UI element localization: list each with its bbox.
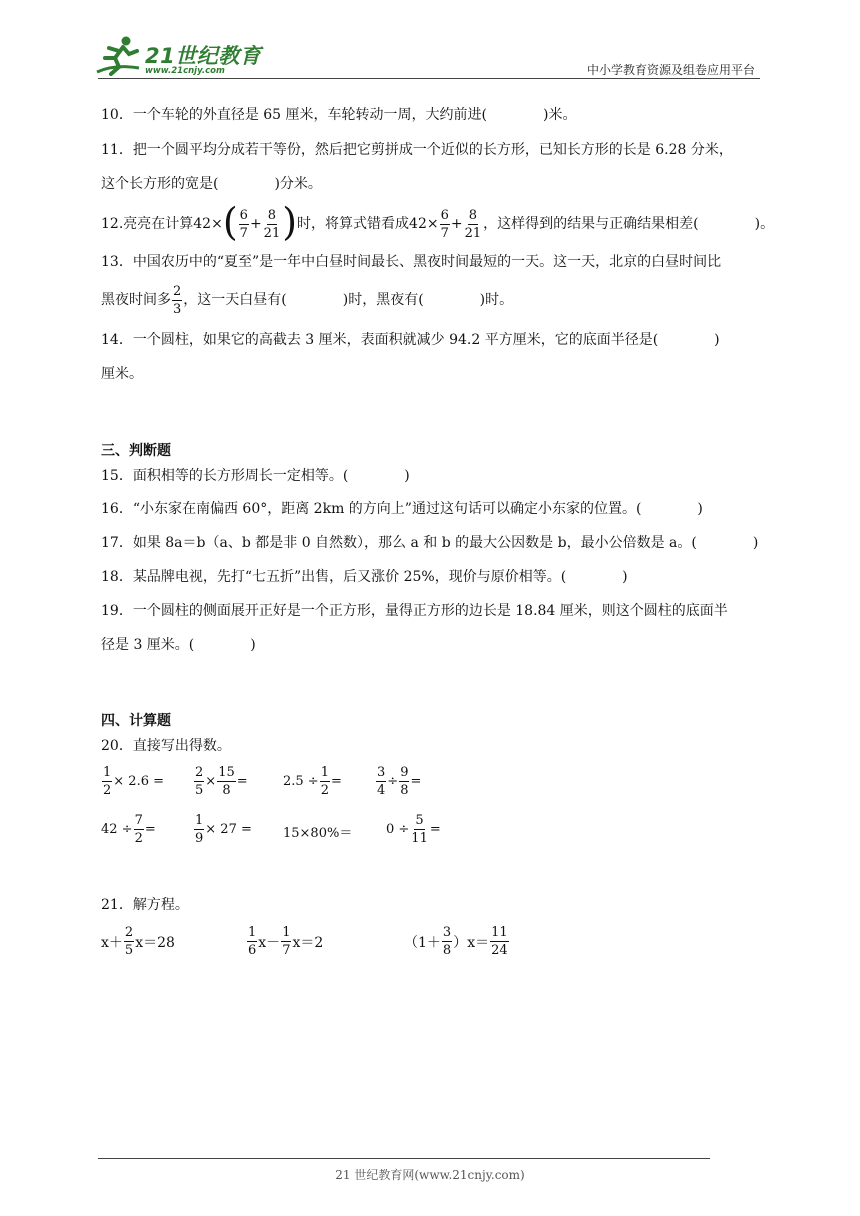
numerator: 2 xyxy=(124,925,134,940)
question-17: 17．如果 8a＝b（a、b 都是非 0 自然数），那么 a 和 b 的最大公因数是 b，最小公倍数是 a。( ) xyxy=(101,535,759,551)
fraction xyxy=(281,926,291,957)
calc-item-6 xyxy=(193,814,252,845)
numerator: 2 xyxy=(195,765,204,780)
platform-title: 中小学教育资源及组卷应用平台 xyxy=(586,63,755,77)
operator: × xyxy=(211,216,223,232)
denominator: 2 xyxy=(103,783,112,798)
q12-text-mid: 时，将算式错看成 xyxy=(297,216,410,232)
calc-text: x＝2 xyxy=(292,934,324,951)
calc-item-3 xyxy=(283,766,342,797)
calc-text: 0 ÷ xyxy=(386,822,410,837)
denominator: 5 xyxy=(195,783,204,798)
site-logo xyxy=(95,34,265,82)
fraction xyxy=(320,766,330,797)
calc-item-1 xyxy=(101,766,164,797)
question-11-line-2: 这个长方形的宽是( )分米。 xyxy=(101,176,322,192)
q13-text-post: ，这一天白昼有( )时，黑夜有( )时。 xyxy=(183,292,514,308)
fraction xyxy=(376,766,386,797)
question-13-line-1: 13．中国农历中的“夏至”是一年中白昼时间最长、黑夜时间最短的一天。这一天，北京的白昼时间比 xyxy=(101,254,722,270)
question-16: 16．“小东家在南偏西 60°，距离 2km 的方向上”通过这句话可以确定小东家的位置。( ) xyxy=(101,501,703,517)
calc-text: = xyxy=(236,774,248,789)
denominator: 3 xyxy=(173,301,182,317)
fraction xyxy=(464,209,483,240)
denominator: 21 xyxy=(263,225,281,241)
logo-brand-text: 21世纪教育 xyxy=(145,44,262,68)
question-19-line-1: 19．一个圆柱的侧面展开正好是一个正方形，量得正方形的边长是 18.84 厘米，则这个圆柱的底面半 xyxy=(101,603,728,619)
section-title-judgement: 三、判断题 xyxy=(101,443,171,459)
calc-item-7 xyxy=(283,822,352,841)
numerator: 3 xyxy=(442,925,452,940)
calc-text: = xyxy=(330,774,342,789)
question-11-line-1: 11．把一个圆平均分成若干等份，然后把它剪拼成一个近似的长方形，已知长方形的长是 6.28 分米， xyxy=(101,142,733,158)
denominator: 4 xyxy=(377,783,386,798)
number: 42 xyxy=(409,216,427,232)
numerator: 1 xyxy=(195,813,204,828)
question-14-line-1: 14．一个圆柱，如果它的高截去 3 厘米，表面积就减少 94.2 平方厘米，它的底面半径是( ) xyxy=(101,332,720,348)
numerator: 1 xyxy=(282,925,291,940)
denominator: 2 xyxy=(320,783,329,798)
fraction xyxy=(102,766,112,797)
runner-logo-icon xyxy=(95,34,143,78)
question-15: 15．面积相等的长方形周长一定相等。( ) xyxy=(101,468,410,484)
q12-text-pre: 12.亮亮在计算 xyxy=(101,216,194,232)
calc-item-4 xyxy=(375,766,421,797)
question-13-line-2 xyxy=(101,282,513,318)
operator: + xyxy=(249,216,262,232)
equation-2 xyxy=(246,926,323,957)
numerator: 2 xyxy=(173,283,182,299)
numerator: 11 xyxy=(491,925,508,940)
numerator: 8 xyxy=(267,207,277,223)
calc-text: 42 ÷ xyxy=(101,822,133,837)
denominator: 9 xyxy=(195,831,204,846)
calc-text: x－ xyxy=(258,934,281,951)
q13-text-pre: 黑夜时间多 xyxy=(101,292,171,308)
denominator: 6 xyxy=(248,943,257,958)
denominator: 7 xyxy=(239,225,248,241)
header-divider xyxy=(98,78,760,79)
question-21: 21．解方程。 xyxy=(101,897,189,913)
operator: ÷ xyxy=(387,774,399,789)
fraction xyxy=(239,209,249,240)
fraction xyxy=(410,814,429,845)
q12-correct-expression xyxy=(193,200,298,244)
logo-url-text: www.21cnjy.com xyxy=(145,66,225,76)
calc-item-2 xyxy=(193,766,248,797)
equation-1 xyxy=(101,926,175,957)
numerator: 6 xyxy=(239,207,248,223)
calc-text: = xyxy=(429,822,441,837)
q12-text-post: ，这样得到的结果与正确结果相差( )。 xyxy=(483,216,775,232)
calc-text: x＝28 xyxy=(135,934,175,951)
fraction xyxy=(263,209,282,240)
fraction xyxy=(194,814,204,845)
fraction xyxy=(194,766,204,797)
q12-wrong-expression xyxy=(409,209,483,240)
numerator: 9 xyxy=(400,765,409,780)
fraction xyxy=(440,209,450,240)
fraction xyxy=(442,926,452,957)
denominator: 24 xyxy=(491,943,508,958)
footer-text: 21 世纪教育网(www.21cnjy.com) xyxy=(335,1168,525,1182)
fraction-two-thirds xyxy=(172,285,182,316)
footer-divider xyxy=(98,1158,710,1159)
operator: × xyxy=(426,216,439,232)
fraction xyxy=(124,926,134,957)
calc-item-5 xyxy=(101,814,156,845)
calc-text: （1＋ xyxy=(404,934,441,951)
paren-left: ( xyxy=(222,200,238,244)
fraction xyxy=(399,766,409,797)
numerator: 15 xyxy=(218,765,235,780)
calc-text: ）x＝ xyxy=(453,934,490,951)
fraction xyxy=(247,926,257,957)
equation-3 xyxy=(404,926,510,957)
fraction xyxy=(134,814,144,845)
denominator: 7 xyxy=(282,943,291,958)
number: 42 xyxy=(193,216,212,232)
denominator: 8 xyxy=(442,943,452,958)
numerator: 1 xyxy=(103,765,112,780)
numerator: 7 xyxy=(134,813,143,828)
question-20: 20．直接写出得数。 xyxy=(101,738,231,754)
denominator: 8 xyxy=(222,783,231,798)
calc-text: 2.5 ÷ xyxy=(283,774,319,789)
denominator: 7 xyxy=(440,225,449,241)
question-19-line-2: 径是 3 厘米。( ) xyxy=(101,637,256,653)
calc-text: = xyxy=(410,774,422,789)
numerator: 1 xyxy=(320,765,329,780)
numerator: 3 xyxy=(377,765,386,780)
question-18: 18．某品牌电视，先打“七五折”出售，后又涨价 25%，现价与原价相等。( ) xyxy=(101,569,628,585)
numerator: 8 xyxy=(468,207,478,223)
paren-right: ) xyxy=(282,200,298,244)
fraction xyxy=(490,926,509,957)
numerator: 6 xyxy=(440,207,449,223)
denominator: 21 xyxy=(464,225,482,241)
denominator: 2 xyxy=(134,831,143,846)
calc-text: × 2.6 = xyxy=(113,774,165,789)
numerator: 5 xyxy=(415,813,424,828)
section-title-calculation: 四、计算题 xyxy=(101,713,171,729)
question-10: 10．一个车轮的外直径是 65 厘米，车轮转动一周，大约前进( )米。 xyxy=(101,107,577,123)
question-14-line-2: 厘米。 xyxy=(101,366,143,382)
question-12 xyxy=(101,200,775,244)
numerator: 1 xyxy=(248,925,257,940)
denominator: 5 xyxy=(124,943,134,958)
denominator: 8 xyxy=(400,783,409,798)
operator: + xyxy=(450,216,463,232)
fraction xyxy=(217,766,236,797)
calc-text: x＋ xyxy=(101,934,123,951)
calc-item-8 xyxy=(386,814,441,845)
calc-text: = xyxy=(144,822,156,837)
calc-text: 15×80%＝ xyxy=(283,826,353,841)
calc-text: × 27 = xyxy=(205,822,252,837)
denominator: 11 xyxy=(411,831,428,846)
operator: × xyxy=(205,774,217,789)
